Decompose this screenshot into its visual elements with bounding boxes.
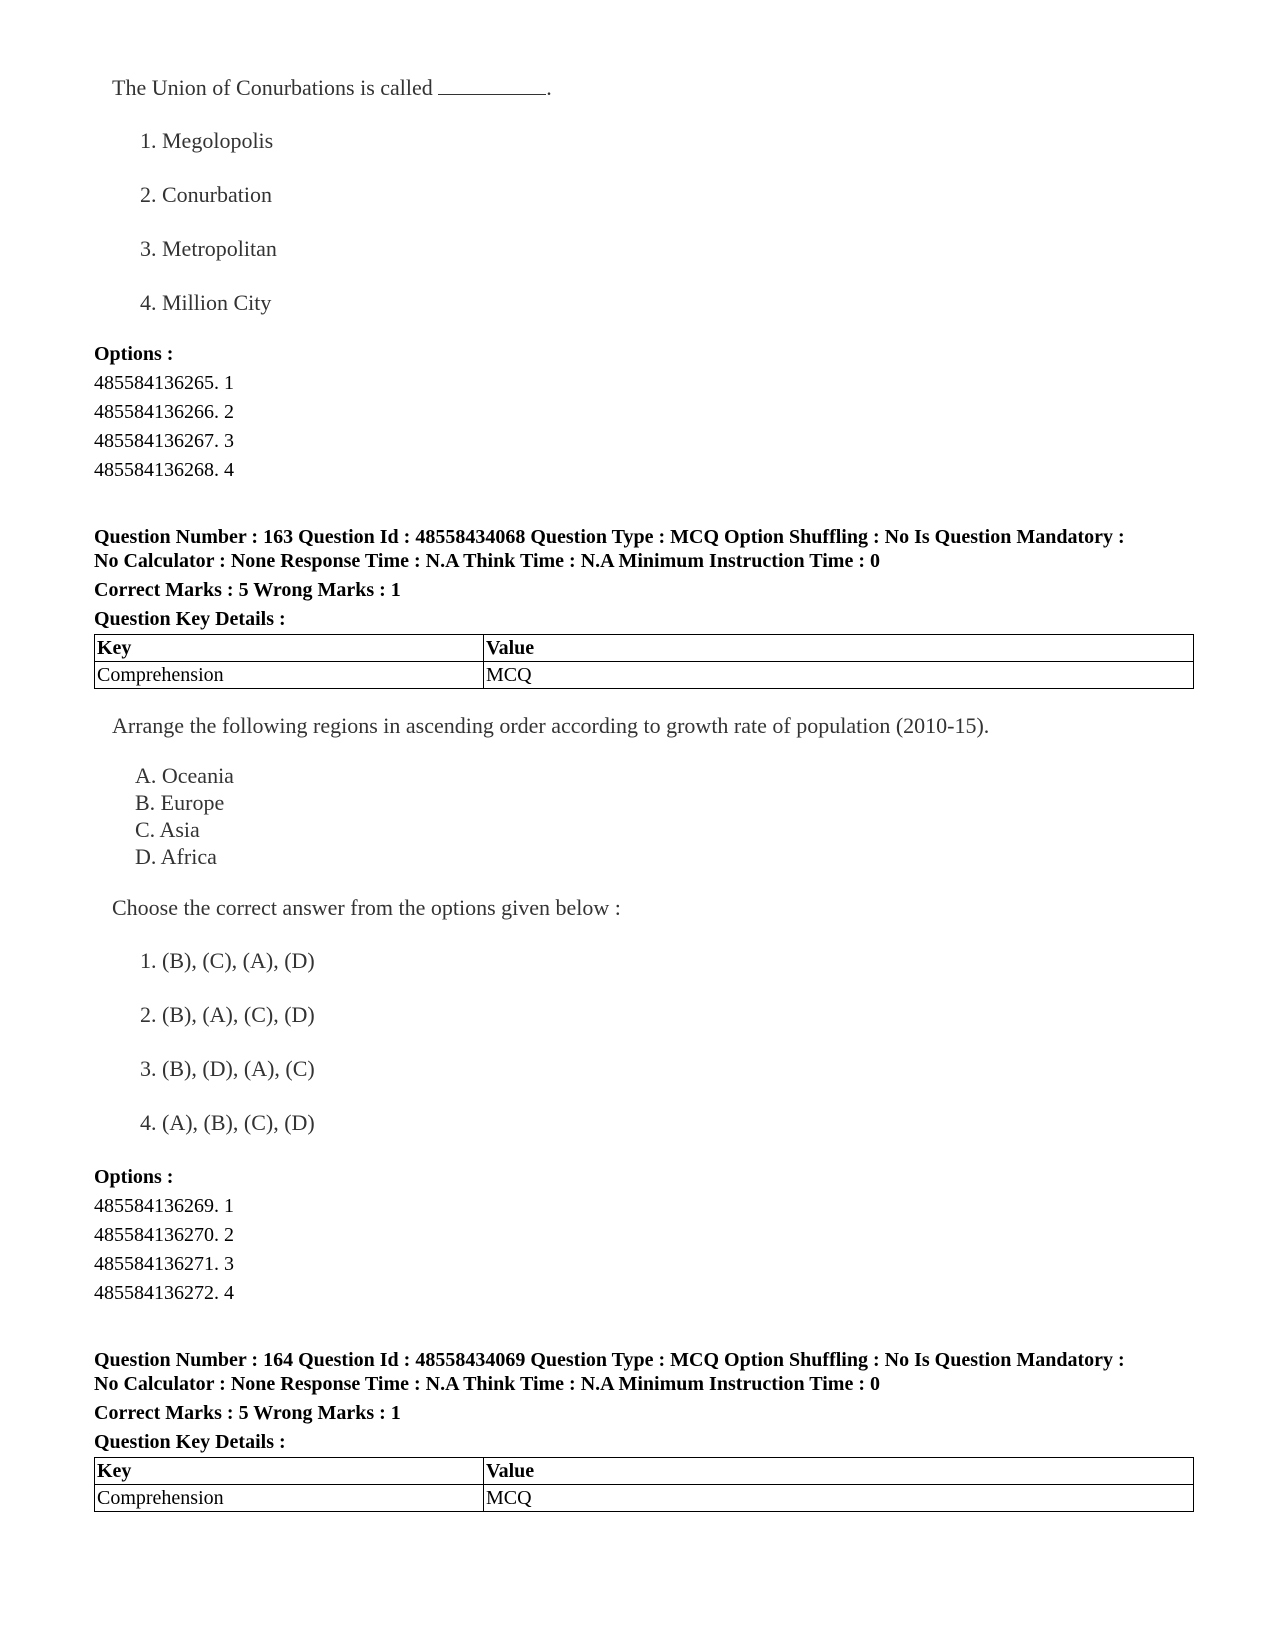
option-item: 485584136269. 1 — [94, 1195, 234, 1217]
question-163-instruction: Choose the correct answer from the options given below : — [112, 895, 621, 920]
table-cell-key: Comprehension — [95, 1485, 484, 1512]
table-header-row — [95, 1458, 1194, 1485]
table-cell-value: MCQ — [484, 1485, 1194, 1512]
choice-item: 3. (B), (D), (A), (C) — [140, 1056, 315, 1081]
choice-item: 1. (B), (C), (A), (D) — [140, 948, 315, 973]
question-164-meta-line2: No Calculator : None Response Time : N.A Think Time : N.A Minimum Instruction Time : 0 — [94, 1373, 880, 1395]
question-164-marks: Correct Marks : 5 Wrong Marks : 1 — [94, 1402, 401, 1424]
table-cell-key: Comprehension — [95, 662, 484, 689]
answer-blank — [438, 76, 546, 95]
table-header-row — [95, 635, 1194, 662]
options-label: Options : — [94, 343, 174, 365]
question-163-marks: Correct Marks : 5 Wrong Marks : 1 — [94, 579, 401, 601]
choice-item: 4. (A), (B), (C), (D) — [140, 1110, 315, 1135]
option-item: 485584136270. 2 — [94, 1224, 234, 1246]
choice-item: 2. Conurbation — [140, 182, 272, 207]
option-item: 485584136265. 1 — [94, 372, 234, 394]
question-162-stem — [112, 75, 552, 101]
region-item: B. Europe — [135, 790, 225, 815]
region-item: C. Asia — [135, 817, 200, 842]
table-cell-value: MCQ — [484, 662, 1194, 689]
option-item: 485584136267. 3 — [94, 430, 234, 452]
table-header-value: Value — [484, 1458, 1194, 1485]
choice-item: 2. (B), (A), (C), (D) — [140, 1002, 315, 1027]
question-163-meta-line1: Question Number : 163 Question Id : 48558434068 Question Type : MCQ Option Shuffling : No Is Question Mandatory : — [94, 526, 1125, 548]
question-163-key-table — [94, 634, 1194, 689]
option-item: 485584136271. 3 — [94, 1253, 234, 1275]
choice-item: 3. Metropolitan — [140, 236, 277, 261]
question-164-key-details-label: Question Key Details : — [94, 1431, 286, 1453]
choice-item: 1. Megolopolis — [140, 128, 274, 153]
options-label: Options : — [94, 1166, 174, 1188]
question-163-meta-line2: No Calculator : None Response Time : N.A Think Time : N.A Minimum Instruction Time : 0 — [94, 550, 880, 572]
question-162-stem-end: . — [546, 75, 552, 100]
option-item: 485584136266. 2 — [94, 401, 234, 423]
question-163-stem: Arrange the following regions in ascending order according to growth rate of population (2010-15). — [112, 713, 990, 738]
question-162-stem-text: The Union of Conurbations is called — [112, 75, 433, 100]
table-header-key: Key — [95, 635, 484, 662]
table-header-value: Value — [484, 635, 1194, 662]
region-item: D. Africa — [135, 844, 217, 869]
option-item: 485584136272. 4 — [94, 1282, 234, 1304]
question-163-key-details-label: Question Key Details : — [94, 608, 286, 630]
question-164-meta-line1: Question Number : 164 Question Id : 48558434069 Question Type : MCQ Option Shuffling : No Is Question Mandatory : — [94, 1349, 1125, 1371]
choice-item: 4. Million City — [140, 290, 272, 315]
table-row — [95, 662, 1194, 689]
table-row — [95, 1485, 1194, 1512]
option-item: 485584136268. 4 — [94, 459, 234, 481]
region-item: A. Oceania — [135, 763, 234, 788]
table-header-key: Key — [95, 1458, 484, 1485]
question-164-key-table — [94, 1457, 1194, 1512]
